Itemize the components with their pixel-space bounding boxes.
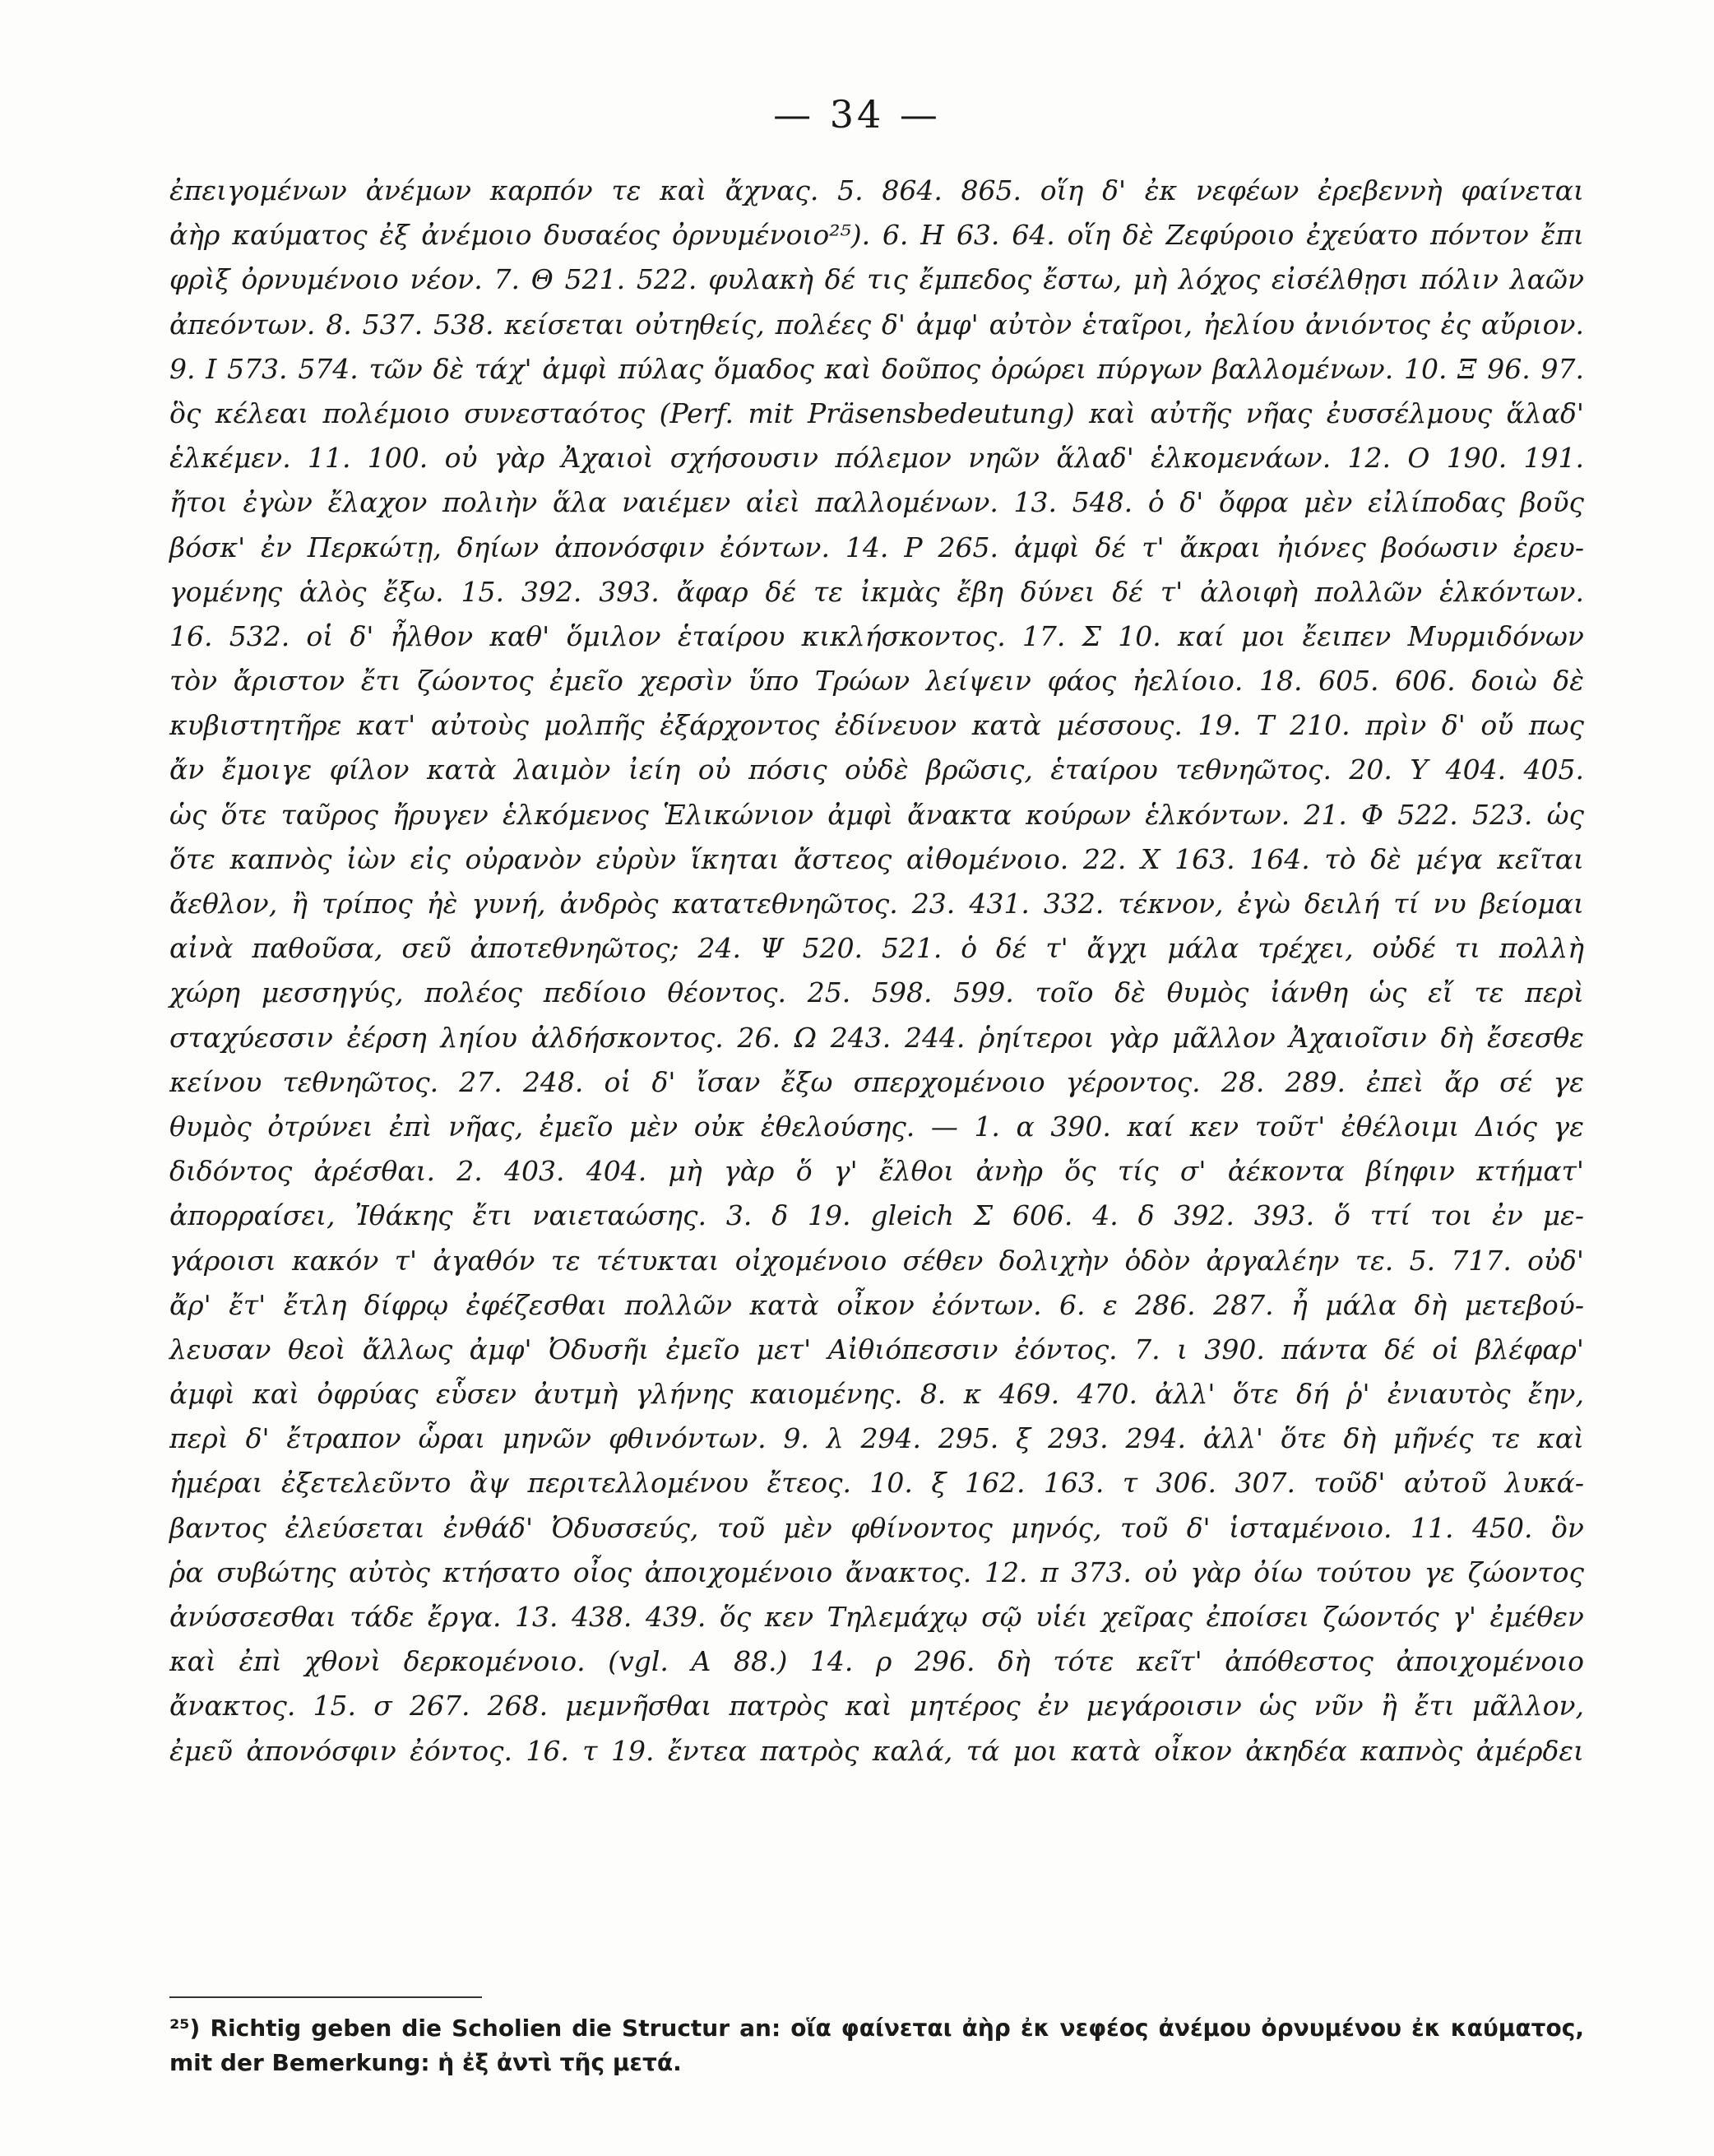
text-line: ὅτε καπνὸς ἰὼν εἰς οὐρανὸν εὐρὺν ἵκηται ἄστεος αἰθομένοιο. 22. Χ 163. 164. τὸ δὲ μέγα κεῖται bbox=[169, 842, 1584, 875]
text-line: ῥα συβώτης αὐτὸς κτήσατο οἶος ἀποιχομένοιο ἄνακτος. 12. π 373. οὐ γὰρ ὀίω τούτου γε ζώοντος bbox=[169, 1556, 1584, 1588]
text-line: ἀνύσσεσθαι τάδε ἔργα. 13. 438. 439. ὅς κεν Τηλεμάχῳ σῷ υἱέι χεῖρας ἐποίσει ζώοντός γ' ἐμέθεν bbox=[169, 1601, 1584, 1633]
text-line: διδόντος ἀρέσθαι. 2. 403. 404. μὴ γὰρ ὅ γ' ἔλθοι ἀνὴρ ὅς τίς σ' ἀέκοντα βίηφιν κτήματ' bbox=[169, 1155, 1584, 1188]
text-line: ἀπεόντων. 8. 537. 538. κείσεται οὐτηθείς, πολέες δ' ἀμφ' αὐτὸν ἑταῖροι, ἠελίου ἀνιόντος ἐς αὔριον. bbox=[169, 308, 1584, 341]
text-line: λευσαν θεοὶ ἄλλως ἀμφ' Ὀδυσῆι ἐμεῖο μετ' Αἰθιόπεσσιν ἐόντος. 7. ι 390. πάντα δέ οἱ βλέφαρ' bbox=[169, 1333, 1584, 1365]
page-number: — 34 — bbox=[773, 92, 941, 137]
text-line: βαντος ἐλεύσεται ἐνθάδ' Ὀδυσσεύς, τοῦ μὲν φθίνοντος μηνός, τοῦ δ' ἱσταμένοιο. 11. 450. ὃν bbox=[169, 1511, 1584, 1544]
text-line: χώρη μεσσηγύς, πολέος πεδίοιο θέοντος. 25. 598. 599. τοῖο δὲ θυμὸς ἰάνθη ὡς εἴ τε περὶ bbox=[169, 976, 1584, 1009]
text-line: καὶ ἐπὶ χθονὶ δερκομένοιο. (vgl. Α 88.) 14. ρ 296. δὴ τότε κεῖτ' ἀπόθεστος ἀποιχομένοιο bbox=[169, 1645, 1584, 1678]
text-line: ἄεθλον, ἢ τρίπος ἠὲ γυνή, ἀνδρὸς κατατεθνηῶτος. 23. 431. 332. τέκνον, ἐγὼ δειλή τί νυ βείομαι bbox=[169, 888, 1584, 920]
text-line: ὡς ὅτε ταῦρος ἤρυγεν ἑλκόμενος Ἑλικώνιον ἀμφὶ ἄνακτα κούρων ἑλκόντων. 21. Φ 522. 523. ὡς bbox=[169, 798, 1584, 831]
text-line: 16. 532. οἱ δ' ἦλθον καθ' ὅμιλον ἑταίρου κικλήσκοντος. 17. Σ 10. καί μοι ἔειπεν Μυρμιδόνων bbox=[169, 619, 1584, 652]
text-line: ἑλκέμεν. 11. 100. οὐ γὰρ Ἀχαιοὶ σχήσουσιν πόλεμον νηῶν ἅλαδ' ἑλκομενάων. 12. Ο 190. 191. bbox=[169, 442, 1584, 475]
text-line: φρὶξ ὀρνυμένοιο νέον. 7. Θ 521. 522. φυλακὴ δέ τις ἔμπεδος ἔστω, μὴ λόχος εἰσέλθῃσι πόλιν λαῶν bbox=[169, 263, 1584, 296]
text-line: ἐπειγομένων ἀνέμων καρπόν τε καὶ ἄχνας. 5. 864. 865. οἵη δ' ἐκ νεφέων ἐρεβεννὴ φαίνεται bbox=[169, 174, 1584, 206]
footnote-line: mit der Bemerkung: ἡ ἐξ ἀντὶ τῆς μετά. bbox=[169, 2049, 682, 2076]
text-line: 9. Ι 573. 574. τῶν δὲ τάχ' ἀμφὶ πύλας ὅμαδος καὶ δοῦπος ὀρώρει πύργων βαλλομένων. 10. Ξ 96. 97. bbox=[169, 352, 1584, 385]
text-line: γομένης ἁλὸς ἔξω. 15. 392. 393. ἄφαρ δέ τε ἰκμὰς ἔβη δύνει δέ τ' ἀλοιφὴ πολλῶν ἑλκόντων. bbox=[169, 575, 1584, 608]
text-line: γάροισι κακόν τ' ἀγαθόν τε τέτυκται οἰχομένοιο σέθεν δολιχὴν ὁδὸν ἀργαλέην τε. 5. 717. οὐδ' bbox=[169, 1244, 1584, 1277]
text-line: σταχύεσσιν ἐέρση ληίου ἀλδήσκοντος. 26. Ω 243. 244. ῥηίτεροι γὰρ μᾶλλον Ἀχαιοῖσιν δὴ ἔσεσθε bbox=[169, 1021, 1584, 1054]
text-line: ἄνακτος. 15. σ 267. 268. μεμνῆσθαι πατρὸς καὶ μητέρος ἐν μεγάροισιν ὡς νῦν ἢ ἔτι μᾶλλον, bbox=[169, 1690, 1584, 1722]
footnote-block bbox=[169, 2011, 1584, 2080]
text-line: ἀὴρ καύματος ἐξ ἀνέμοιο δυσαέος ὀρνυμένοιο²⁵). 6. Η 63. 64. οἵη δὲ Ζεφύροιο ἐχεύατο πόντον ἔπι bbox=[169, 219, 1584, 252]
text-line: κείνου τεθνηῶτος. 27. 248. οἱ δ' ἴσαν ἔξω σπερχομένοιο γέροντος. 28. 289. ἐπεὶ ἄρ σέ γε bbox=[169, 1065, 1584, 1098]
text-line: ὃς κέλεαι πολέμοιο συνεσταότος (Perf. mit Präsensbedeutung) καὶ αὐτῆς νῆας ἐυσσέλμους ἅλαδ' bbox=[169, 396, 1584, 429]
text-line: ἤτοι ἐγὼν ἔλαχον πολιὴν ἅλα ναιέμεν αἰεὶ παλλομένων. 13. 548. ὁ δ' ὄφρα μὲν εἰλίποδας βοῦς bbox=[169, 486, 1584, 519]
text-line: ἀπορραίσει, Ἰθάκης ἔτι ναιεταώσης. 3. δ 19. gleich Σ 606. 4. δ 392. 393. ὅ ττί τοι ἐν με- bbox=[169, 1199, 1584, 1232]
text-line: κυβιστητῆρε κατ' αὐτοὺς μολπῆς ἐξάρχοντος ἐδίνευον κατὰ μέσσους. 19. Τ 210. πρὶν δ' οὔ πως bbox=[169, 709, 1584, 742]
text-line: βόσκ' ἐν Περκώτῃ, δηίων ἀπονόσφιν ἐόντων. 14. Ρ 265. ἀμφὶ δέ τ' ἄκραι ἠιόνες βοόωσιν ἐρευ- bbox=[169, 531, 1584, 563]
text-line: ἐμεῦ ἀπονόσφιν ἐόντος. 16. τ 19. ἔντεα πατρὸς καλά, τά μοι κατὰ οἶκον ἀκηδέα καπνὸς ἀμέρδει bbox=[169, 1734, 1584, 1767]
main-text-block bbox=[169, 169, 1584, 1773]
text-line: ἄν ἔμοιγε φίλον κατὰ λαιμὸν ἰείη οὐ πόσις οὐδὲ βρῶσις, ἑταίρου τεθνηῶτος. 20. Υ 404. 405. bbox=[169, 753, 1584, 786]
footnote-divider bbox=[169, 1996, 482, 1998]
text-line: ἄρ' ἔτ' ἔτλη δίφρῳ ἐφέζεσθαι πολλῶν κατὰ οἶκον ἐόντων. 6. ε 286. 287. ἦ μάλα δὴ μετεβού- bbox=[169, 1288, 1584, 1321]
text-line: περὶ δ' ἔτραπον ὧραι μηνῶν φθινόντων. 9. λ 294. 295. ξ 293. 294. ἀλλ' ὅτε δὴ μῆνές τε καὶ bbox=[169, 1422, 1584, 1455]
text-line: αἰνὰ παθοῦσα, σεῦ ἀποτεθνηῶτος; 24. Ψ 520. 521. ὁ δέ τ' ἄγχι μάλα τρέχει, οὐδέ τι πολλὴ bbox=[169, 932, 1584, 965]
text-line: τὸν ἄριστον ἔτι ζώοντος ἐμεῖο χερσὶν ὕπο Τρώων λείψειν φάος ἠελίοιο. 18. 605. 606. δοιὼ δὲ bbox=[169, 665, 1584, 698]
text-line: ἡμέραι ἐξετελεῦντο ἂψ περιτελλομένου ἔτεος. 10. ξ 162. 163. τ 306. 307. τοῦδ' αὐτοῦ λυκά- bbox=[169, 1467, 1584, 1500]
text-line: ἀμφὶ καὶ ὀφρύας εὗσεν ἀυτμὴ γλήνης καιομένης. 8. κ 469. 470. ἀλλ' ὅτε δή ῥ' ἐνιαυτὸς ἔην, bbox=[169, 1378, 1584, 1411]
text-line: θυμὸς ὀτρύνει ἐπὶ νῆας, ἐμεῖο μὲν οὐκ ἐθελούσης. — 1. α 390. καί κεν τοῦτ' ἐθέλοιμι Διός γε bbox=[169, 1110, 1584, 1143]
footnote-line: ²⁵) Richtig geben die Scholien die Structur an: οἵα φαίνεται ἀὴρ ἐκ νεφέος ἀνέμου ὀρνυμένου ἐκ καύματος, bbox=[169, 2015, 1584, 2042]
